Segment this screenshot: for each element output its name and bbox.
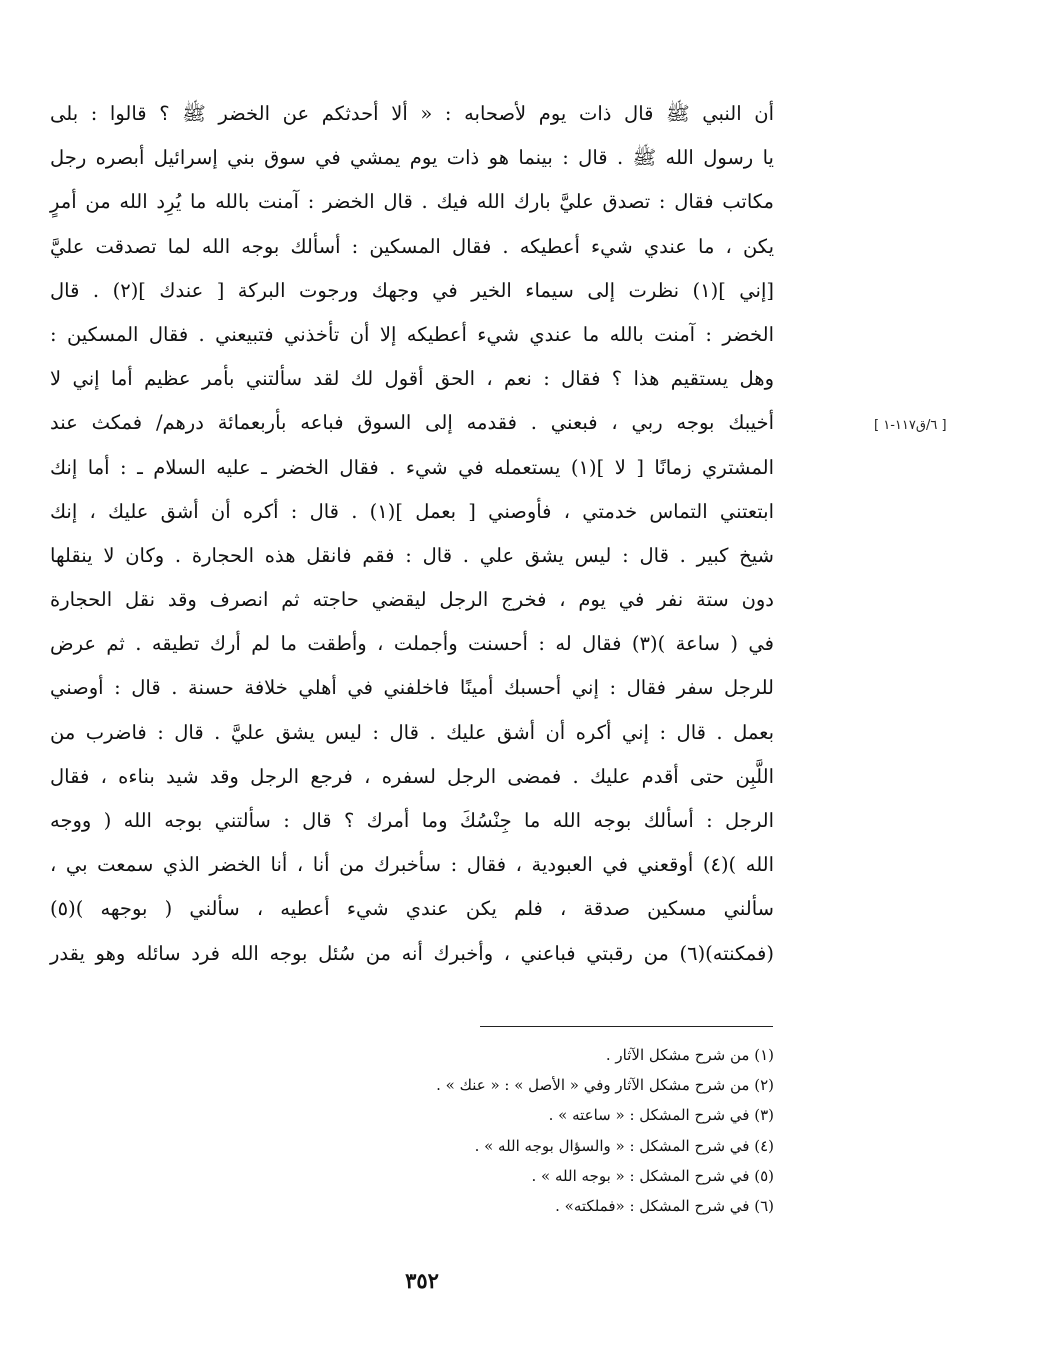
footnote: (٦) في شرح المشكل : «فملكته» . (555, 1196, 774, 1215)
text-line: ابتعتني التماس خدمتي ، فأوصني [ بعمل ](١) . قال : أكره أن أشق عليك ، إنك (50, 499, 774, 523)
text-line: شيخ كبير . قال : ليس يشق علي . قال : فقم فانقل هذه الحجارة . وكان لا ينقلها (50, 543, 774, 567)
footnote: (١) من شرح مشكل الآثار . (605, 1046, 774, 1064)
text-line: أن النبي ﷺ قال ذات يوم لأصحابه : « ألا أحدثكم عن الخضر ﷺ ؟ قالوا : بلى (50, 102, 774, 125)
text-line: مكاتب فقال : تصدق عليَّ بارك الله فيك . قال الخضر : آمنت بالله ما يُرِد الله من أمرٍ (50, 190, 774, 214)
footnotes-section (360, 1040, 774, 1221)
manuscript-folio-note: [ ٦/ق١١٧-١ ] (874, 418, 947, 433)
footnote: (٣) في شرح المشكل : « ساعته » . (548, 1106, 774, 1125)
text-line: يكن ، ما عندي شيء أعطيكه . فقال المسكين : أسألك بوجه الله لما تصدقت عليَّ (50, 234, 774, 258)
text-line: للرجل سفر فقال : إني أحسبك أمينًا فاخلفني في أهلي خلافة حسنة . قال : أوصني (50, 676, 774, 700)
main-text-body (50, 92, 774, 976)
footnote: (٥) في شرح المشكل : « بوجه الله » . (531, 1166, 774, 1185)
text-line: بعمل . قال : إني أكره أن أشق عليك . قال : ليس يشق عليَّ . قال : فاضرب من (50, 720, 774, 744)
page-number: ٣٥٢ (405, 1268, 439, 1293)
text-line: سألني مسكين صدقة ، فلم يكن عندي شيء أعطيه ، سألني ( بوجهه )(٥) (50, 897, 774, 921)
text-line: الرجل : أسألك بوجه الله ما جِنْسُكَ وما أمرك ؟ قال : سألتني بوجه الله ( ووجه (50, 809, 774, 832)
text-line: دون ستة نفر في يوم ، فخرج الرجل ليقضي حاجته ثم انصرف وقد نقل الحجارة (50, 588, 774, 612)
text-line: اللَّبِن حتى أقدم عليك . فمضى الرجل لسفره ، فرجع الرجل وقد شيد بناءه ، فقال (50, 764, 774, 788)
footnote: (٤) في شرح المشكل : « والسؤال بوجه الله » . (474, 1136, 774, 1155)
text-line: وهل يستقيم هذا ؟ فقال : نعم ، الحق أقول لك لقد سألتني بأمر عظيم أما إني لا (50, 367, 774, 391)
text-line: في ( ساعة )(٣) فقال له : أحسنت وأجملت ، وأطقت ما لم أرك تطيقه . ثم عرض (50, 632, 774, 656)
text-line: يا رسول الله ﷺ . قال : بينما هو ذات يوم يمشي في سوق بني إسرائيل أبصره رجل (50, 146, 774, 170)
text-line: الخضر : آمنت بالله ما عندي شيء أعطيكه إلا أن تأخذني فتبيعني . فقال المسكين : (50, 322, 774, 346)
text-line: (فمكنته)(٦) من رقبتي فباعني ، وأخبرك أنه من سُئل بوجه الله فرد سائله وهو يقدر (50, 941, 774, 965)
text-line: المشتري زمانًا [ لا ](١) يستعمله في شيء . فقال الخضر ـ عليه السلام ـ : أما إنك (50, 455, 774, 479)
footnote: (٢) من شرح مشكل الآثار وفي « الأصل » : « عنك » . (436, 1076, 774, 1095)
footnote-separator (480, 1026, 773, 1027)
text-line: الله )(٤) أوقعني في العبودية ، فقال : سأخبرك من أنا ، أنا الخضر الذي سمعت بي ، (50, 853, 775, 877)
text-line: أخيبك بوجه ربي ، فبعني . فقدمه إلى السوق فباعه بأربعمائة درهم/ فمكث عند (50, 411, 774, 435)
text-line: [إني ](١) نظرت إلى سيماء الخير في وجهك ورجوت البركة [ عندك ](٢) . قال (50, 278, 774, 302)
